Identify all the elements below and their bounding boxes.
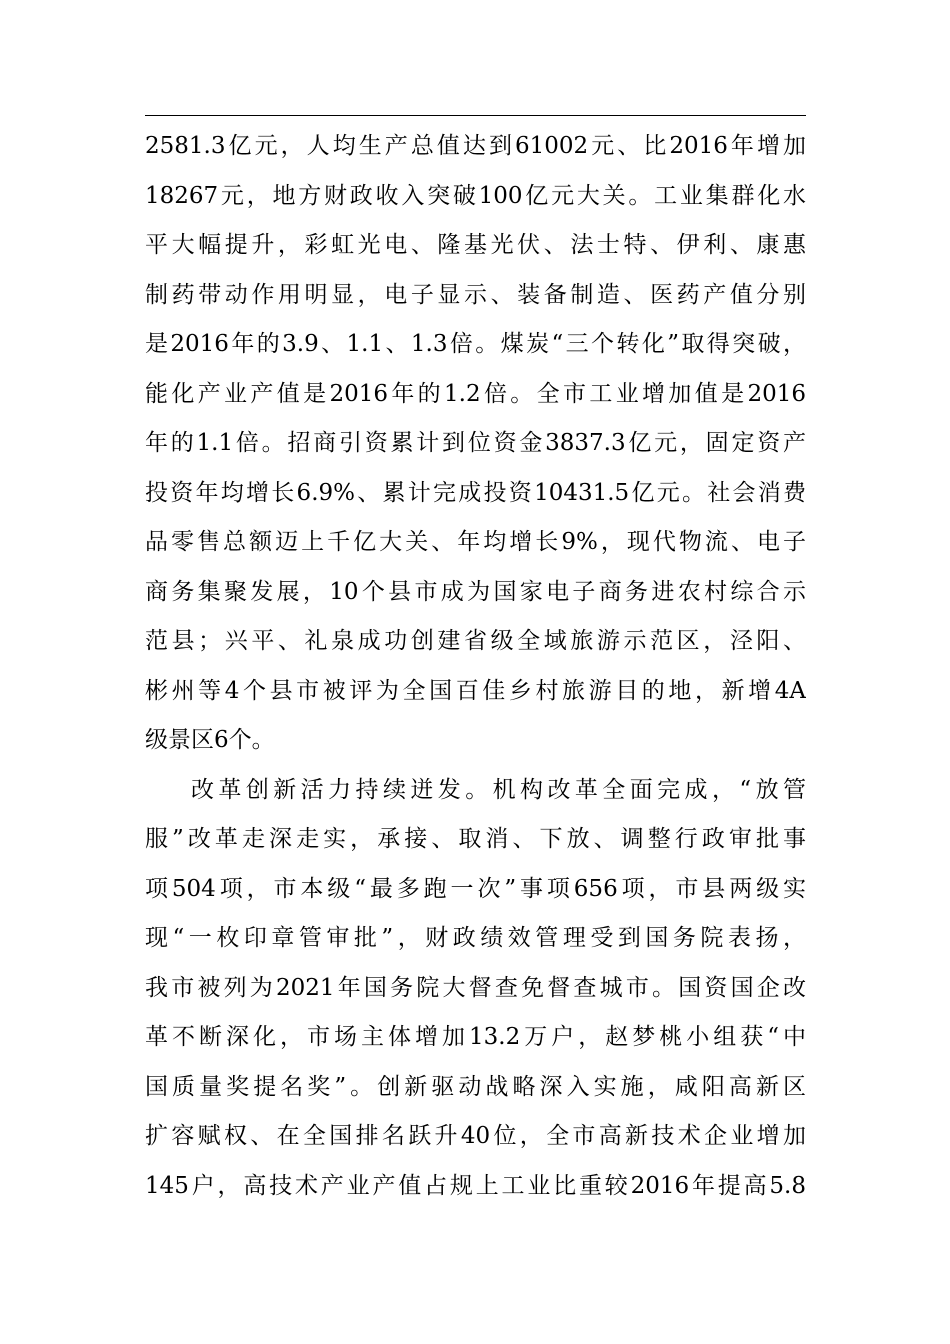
text-line: 2581.3亿元，人均生产总值达到61002元、比2016年增加: [145, 133, 806, 159]
text-line: 国质量奖提名奖”。创新驱动战略深入实施，咸阳高新区: [145, 1073, 806, 1100]
header-rule: [145, 115, 806, 116]
text-line: 能化产业产值是2016年的1.2倍。全市工业增加值是2016: [145, 380, 806, 407]
paragraph-end-line: 级景区6个。: [145, 727, 275, 753]
text-line: 投资年均增长6.9%、累计完成投资10431.5亿元。社会消费: [145, 479, 806, 506]
body-text: [145, 122, 806, 1211]
text-line: 现“一枚印章管审批”，财政绩效管理受到国务院表扬，: [145, 925, 806, 951]
text-line: 品零售总额迈上千亿大关、年均增长9%，现代物流、电子: [145, 529, 806, 555]
text-line: 我市被列为2021年国务院大督查免督查城市。国资国企改: [145, 974, 806, 1001]
text-line: 年的1.1倍。招商引资累计到位资金3837.3亿元，固定资产: [145, 430, 806, 456]
text-line: 18267元，地方财政收入突破100亿元大关。工业集群化水: [145, 182, 806, 209]
text-line: 平大幅提升，彩虹光电、隆基光伏、法士特、伊利、康惠: [145, 232, 806, 258]
paragraph-start-line: 改革创新活力持续迸发。机构改革全面完成，“放管: [191, 776, 806, 803]
text-line: 商务集聚发展，10个县市成为国家电子商务进农村综合示: [145, 578, 806, 605]
text-line: 是2016年的3.9、1.1、1.3倍。煤炭“三个转化”取得突破，: [145, 331, 806, 357]
text-line: 扩容赋权、在全国排名跃升40位，全市高新技术企业增加: [145, 1123, 806, 1149]
text-line: 项504项，市本级“最多跑一次”事项656项，市县两级实: [145, 875, 806, 902]
text-line: 制药带动作用明显，电子显示、装备制造、医药产值分别: [145, 281, 806, 308]
text-line: 彬州等4个县市被评为全国百佳乡村旅游目的地，新增4A: [145, 677, 806, 704]
text-line: 革不断深化，市场主体增加13.2万户，赵梦桃小组获“中: [145, 1024, 806, 1050]
text-line: 145户，高技术产业产值占规上工业比重较2016年提高5.8: [145, 1172, 806, 1199]
text-line: 服”改革走深走实，承接、取消、下放、调整行政审批事: [145, 826, 806, 852]
text-line: 范县；兴平、礼泉成功创建省级全域旅游示范区，泾阳、: [145, 628, 806, 654]
